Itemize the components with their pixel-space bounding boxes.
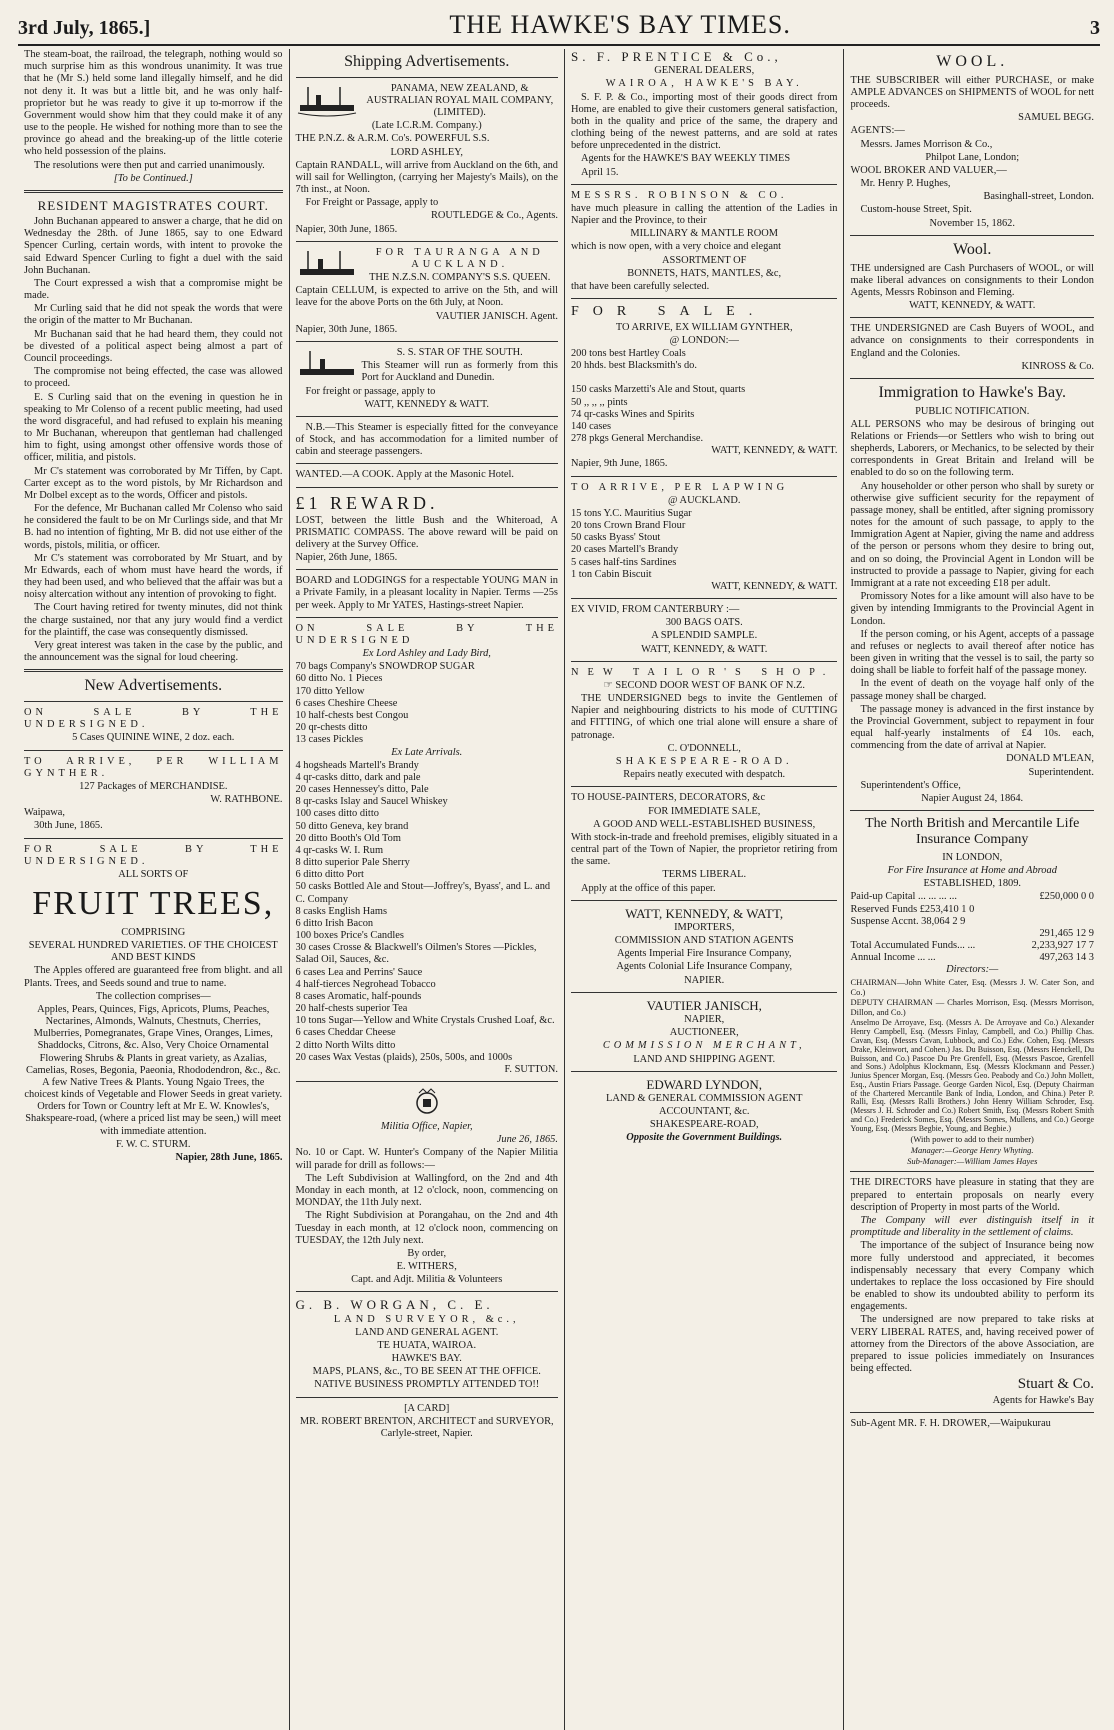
ad-line: For freight or passage, apply to — [305, 385, 436, 397]
ad-line: Sub-Agent MR. F. H. DROWER,—Waipukurau — [850, 1417, 1051, 1429]
ad-line: 5 Cases QUININE WINE, 2 doz. each. — [72, 732, 235, 744]
court-paragraph: Mr C's statement was corroborated by Mr Tiffen, by Capt. Carter except as to the word pistols, by Mr Richardson and Mr Dolbel except as to the words, Officer and pistols. — [24, 465, 283, 501]
ad-date: April 15. — [580, 166, 619, 178]
ad-line: LAND & GENERAL COMMISSION AGENT — [605, 1092, 803, 1104]
steamship-icon — [296, 349, 358, 383]
ad-title: NEW TAILOR'S SHOP. — [570, 666, 835, 678]
list-item: 20 cases Martell's Brandy — [570, 544, 679, 556]
fruit-trees-heading: FRUIT TREES, — [32, 885, 275, 923]
ad-line: SHAKESPEARE-ROAD, — [649, 1119, 759, 1131]
ad-subtitle: ALL SORTS OF — [118, 868, 189, 880]
ad-title: TO HOUSE-PAINTERS, DECORATORS, &c — [570, 792, 766, 804]
new-advertisements-heading: New Advertisements. — [84, 677, 223, 695]
ad-line: WOOL BROKER AND VALUER,— — [850, 164, 1007, 176]
ship-name: LORD ASHLEY, — [390, 146, 464, 158]
ad-line: @ AUCKLAND. — [667, 494, 741, 506]
court-paragraph: Mr Curling said that he did not speak the words that were the origin of the matter to Mr Buchanan. — [24, 303, 283, 327]
ad-title: ON SALE BY THE UNDERSIGNED — [295, 622, 558, 646]
court-heading: RESIDENT MAGISTRATES COURT. — [37, 197, 269, 213]
ad-line: THE N.Z.S.N. COMPANY'S S.S. QUEEN. — [369, 272, 551, 284]
ad-subtitle: Ex Lord Ashley and Lady Bird, — [362, 648, 491, 660]
ad-line: (Late I.C.R.M. Company.) — [371, 120, 482, 132]
list-item: 13 cases Pickles — [295, 734, 364, 746]
ad-signature: WATT, KENNEDY, & WATT. — [641, 643, 768, 655]
court-paragraph: John Buchanan appeared to answer a charge, that he did on Wednesday the 28th. of June 1865, say to one Edward Spencer Curling, certain words, with intent to provoke the said Edward Spencer Curling to fight a duel with the said John Buchanan. — [24, 216, 283, 276]
list-item: 8 cases Aromatic, half-pounds — [295, 990, 422, 1002]
list-item: 6 cases Cheshire Cheese — [295, 697, 398, 709]
ad-date: Napier August 24, 1864. — [921, 792, 1024, 804]
ad-signature: VAUTIER JANISCH. Agent. — [435, 310, 558, 322]
wool-heading: Wool. — [953, 240, 992, 258]
ad-line: COMMISSION AND STATION AGENTS — [614, 935, 794, 947]
ad-line: NATIVE BUSINESS PROMPTLY ATTENDED TO!! — [314, 1379, 540, 1391]
ad-subtitle: PUBLIC NOTIFICATION. — [915, 405, 1030, 417]
row-label: Paid-up Capital ... ... ... ... — [850, 891, 957, 903]
ad-line: ASSORTMENT OF — [662, 254, 747, 266]
ad-paragraph: THE undersigned are Cash Purchasers of WOOL, or will make liberal advances on consignments to their London Agents, Messrs Robinson and Fleming. — [850, 262, 1094, 298]
list-item: 100 boxes Price's Candles — [295, 930, 404, 942]
row-label: Suspense Accnt. 38,064 2 9 — [850, 915, 966, 927]
court-paragraph: Mr C's statement was corroborated by Mr Stuart, and by Mr Edwards, each of whom must have heard the words, if they had been used, and who believed that the affair was but a noisy altercation without any intention of provoking to fight. — [24, 552, 283, 601]
ad-title: S. F. PRENTICE & Co., — [570, 49, 782, 64]
ad-line: By order, — [407, 1247, 447, 1259]
ad-title: TO ARRIVE, PER WILLIAM GYNTHER. — [24, 755, 283, 779]
ad-paragraph: No. 10 or Capt. W. Hunter's Company of the Napier Militia will parade for drill as follows:— — [295, 1147, 558, 1171]
row-label: Reserved Funds £253,410 1 0 — [850, 903, 975, 915]
table-row — [850, 916, 1094, 928]
list-item: 4 qr-casks ditto, dark and pale — [295, 771, 421, 783]
ad-line: Mr. Henry P. Hughes, — [860, 178, 951, 190]
shipping-heading: Shipping Advertisements. — [344, 53, 510, 70]
ad-paragraph: Captain CELLUM, is expected to arrive on the 5th, and will leave for the above Ports on the 6th July, at Noon. — [295, 285, 558, 309]
ad-line: LAND SURVEYOR, &c., — [333, 1313, 520, 1325]
ad-line: ACCOUNTANT, &c. — [658, 1106, 750, 1118]
ad-line: that have been carefully selected. — [570, 280, 710, 292]
column-4 — [844, 49, 1100, 1730]
list-item: 20 cases Hennessey's ditto, Pale — [295, 784, 429, 796]
ad-line: Agents Colonial Life Insurance Company, — [616, 961, 793, 973]
list-item: 5 cases half-tins Sardines — [570, 556, 677, 568]
ad-line: Philpot Lane, London; — [925, 151, 1020, 163]
ad-line: THE P.N.Z. & A.R.M. Co's. POWERFUL S.S. — [295, 133, 490, 145]
ad-line: BONNETS, HATS, MANTLES, &c, — [627, 267, 782, 279]
ad-paragraph: The undersigned are now prepared to take risks at VERY LIBERAL RATES, and, having received power of attorney from the Directors of the above Association, are prepared to issue policies immediately on Insurances being effected. — [850, 1314, 1094, 1375]
ad-paragraph: This Steamer will run as formerly from this Port for Auckland and Dunedin. — [361, 360, 558, 384]
goods-list — [296, 760, 558, 1064]
ad-line: GENERAL DEALERS, — [654, 65, 755, 77]
ad-paragraph: BOARD and LODGINGS for a respectable YOUNG MAN in a Private Family, in a pleasant locality in Napier. Terms —25s per week. Apply to Mr YATES, Hastings-street Napier. — [295, 575, 558, 611]
ad-paragraph: LOST, between the little Bush and the Whiteroad, A PRISMATIC COMPASS. The above reward will be paid on delivery at the Survey Office. — [295, 514, 558, 550]
court-paragraph: E. S Curling said that on the evening in question he in speaking to Mr Colenso of a recent public meeting, had used the word disgraceful, and had refused to explain his meaning to Mr Buchanan, whereupon that gentleman had challenged him to fight, using amongst other offensive words those of officer, militia, and pistols. — [24, 391, 283, 464]
ad-signature: C. O'DONNELL, — [667, 742, 741, 754]
ad-line: A SPLENDID SAMPLE. — [651, 630, 758, 642]
meeting-paragraph: The resolutions were then put and carried unanimously. — [34, 159, 265, 171]
ad-title: PANAMA, NEW ZEALAND, & AUSTRALIAN ROYAL MAIL COMPANY, (LIMITED). — [366, 82, 554, 119]
row-value: 2,233,927 17 7 — [1031, 940, 1094, 952]
ad-line: 127 Packages of MERCHANDISE. — [79, 780, 228, 792]
ad-title: EDWARD LYNDON, — [646, 1076, 763, 1092]
ad-line: AUCTIONEER, — [669, 1027, 739, 1039]
masthead — [18, 10, 1100, 46]
ad-date: 30th June, 1865. — [34, 820, 103, 832]
ad-subtitle — [571, 680, 837, 692]
list-item: 170 ditto Yellow — [295, 685, 365, 697]
court-paragraph: For the defence, Mr Buchanan called Mr Colenso who said he considered the fault to be on Mr Curlings side, and that Mr B. had no intention of fighting, Mr B. did not use either of the words, pistols, militia, or officer. — [24, 503, 283, 551]
ad-line: NAPIER, — [684, 1013, 725, 1025]
list-item: 6 ditto ditto Port — [295, 869, 364, 881]
ad-line: Capt. and Adjt. Militia & Volunteers — [351, 1274, 503, 1286]
ad-line: LAND AND SHIPPING AGENT. — [633, 1053, 776, 1065]
ad-paragraph: The Apples offered are guaranteed free from blight. and all Plants. Trees, and Seeds sound and true to name. — [24, 965, 283, 989]
ad-signature: KINROSS & Co. — [1021, 360, 1094, 372]
wool-heading: WOOL. — [936, 53, 1009, 70]
ad-signature: ROUTLEDGE & Co., Agents. — [430, 210, 558, 222]
column-3 — [565, 49, 844, 1730]
list-item: 50 ditto Geneva, key brand — [295, 820, 409, 832]
list-item: 20 qr-chests ditto — [295, 722, 368, 734]
list-item: 200 tons best Hartley Coals — [570, 347, 686, 359]
list-item: 20 tons Crown Brand Flour — [570, 520, 686, 532]
ad-signature: SAMUEL BEGG. — [1018, 112, 1094, 124]
ad-subtitle-text: SECOND DOOR WEST OF BANK OF N.Z. — [615, 679, 805, 691]
list-item: 50 casks Bottled Ale and Stout—Joffrey's, Byass', and L. and C. Company — [295, 881, 551, 905]
ad-paragraph: The importance of the subject of Insurance being now more fully understood and appreciated, it becomes indispensably necessary that every Company which undertakes to replace the loss occasioned by Fire should be enabled to show its undoubted ability to perform its engagements. — [850, 1240, 1094, 1313]
list-item: 74 qr-casks Wines and Spirits — [570, 408, 695, 420]
list-item: 4 qr-casks W. I. Rum — [295, 844, 384, 856]
ad-line: Superintendent's Office, — [860, 779, 961, 791]
ad-date: Napier, 30th June, 1865. — [295, 323, 398, 335]
ad-title: G. B. WORGAN, C. E. — [295, 1297, 494, 1313]
ad-signature: DONALD M'LEAN, — [1006, 753, 1094, 765]
list-item: 50 casks Byass' Stout — [570, 532, 661, 544]
ad-line: Agents for Hawke's Bay — [992, 1394, 1094, 1406]
ad-title: ON SALE BY THE UNDERSIGNED. — [24, 707, 283, 731]
ad-paragraph: N.B.—This Steamer is especially fitted for the conveyance of Stock, and has accommodation for a limited number of cabin and steerage passengers. — [295, 421, 558, 458]
ad-line: IMPORTERS, — [674, 921, 735, 933]
ad-signature: Stuart & Co. — [1017, 1376, 1094, 1393]
ad-title: S. S. STAR OF THE SOUTH. — [396, 346, 523, 358]
ad-title: WATT, KENNEDY, & WATT, — [625, 905, 784, 921]
list-item: 10 half-chests best Congou — [295, 709, 409, 721]
ad-date: Napier, 9th June, 1865. — [570, 458, 668, 470]
row-value: 291,465 12 9 — [1039, 927, 1094, 939]
list-item: 50 ,, ,, ,, pints — [570, 396, 628, 408]
ad-line: Agents Imperial Fire Insurance Company, — [616, 948, 792, 960]
row-label: Annual Income ... ... — [850, 952, 936, 964]
list-item: 6 ditto Irish Bacon — [295, 917, 374, 929]
ad-line: Agents for the HAWKE'S BAY WEEKLY TIMES — [580, 153, 791, 165]
ad-line: For Freight or Passage, apply to — [305, 197, 439, 209]
table-row — [850, 952, 1094, 964]
ad-line: CHAIRMAN—John White Cater, Esq. (Messrs J. W. Cater Son, and Co.) — [850, 976, 1094, 997]
ad-paragraph: The Right Subdivision at Porangahau, on the 2nd and 4th Tuesday in each month, at 12 o'clock noon, commencing on TUESDAY, the 12th July next. — [295, 1210, 558, 1246]
immigration-heading: Immigration to Hawke's Bay. — [878, 383, 1067, 401]
ad-paragraph: Promissory Notes for a like amount will also have to be given by intending Immigrants to the Provincial Agent in London. — [850, 591, 1094, 627]
ad-line: Directors:— — [946, 964, 999, 976]
list-item: 100 cases ditto ditto — [295, 808, 379, 820]
ad-signature: W. RATHBONE. — [210, 794, 283, 806]
ad-line: WAIROA, HAWKE'S BAY. — [605, 78, 803, 90]
ad-line: Apply at the office of this paper. — [580, 882, 716, 894]
ad-date: Napier, 30th June, 1865. — [295, 223, 398, 235]
ad-date: June 26, 1865. — [496, 1134, 558, 1146]
list-item: 70 bags Company's SNOWDROP SUGAR — [295, 661, 475, 673]
ad-title: FOR SALE. — [570, 304, 767, 320]
ad-line: ESTABLISHED, 1809. — [923, 878, 1022, 890]
ad-line: TERMS LIBERAL. — [662, 869, 747, 881]
list-item: 8 qr-casks Islay and Saucel Whiskey — [295, 796, 448, 808]
ad-title: VAUTIER JANISCH, — [646, 997, 762, 1013]
ad-date: Napier, 28th June, 1865. — [175, 1151, 283, 1163]
ad-signature: WATT, KENNEDY, & WATT. — [711, 445, 838, 457]
ad-paragraph: If the person coming, or his Agent, accepts of a passage and refuses or neglects to avail thereof after notice has been given in writing that the vessel is to sail, the party so doing shall be liable to forfeit half of the passage money. — [850, 628, 1094, 677]
table-row — [850, 940, 1094, 952]
ad-line: TE HUATA, WAIROA. — [377, 1339, 477, 1351]
ad-paragraph: WANTED.—A COOK. Apply at the Masonic Hotel. — [295, 469, 514, 481]
steamship-icon — [296, 85, 358, 119]
list-item: 8 ditto superior Pale Sherry — [295, 857, 410, 869]
ad-line: Manager:—George Henry Whyting. — [910, 1144, 1034, 1155]
list-item: 4 half-tierces Negrohead Tobacco — [295, 978, 436, 990]
column-2 — [290, 49, 565, 1730]
court-paragraph: Very great interest was taken in the case by the public, and the announcement was the signal for loud cheering. — [24, 639, 283, 664]
ad-place: Waipawa, — [24, 807, 65, 819]
table-row — [850, 904, 1094, 916]
list-item: 2 ditto North Wilts ditto — [295, 1039, 396, 1051]
ad-paragraph: THE SUBSCRIBER will either PURCHASE, or make AMPLE ADVANCES on SHIPMENTS of WOOL for nett proceeds. — [850, 74, 1094, 111]
goods-list — [571, 508, 837, 581]
row-value: 497,263 14 3 — [1039, 952, 1094, 964]
ad-paragraph: In the event of death on the voyage half only of the passage money shall be charged. — [850, 678, 1094, 702]
ad-line: FOR IMMEDIATE SALE, — [648, 805, 761, 817]
pointing-hand-icon: ☞ — [603, 679, 616, 691]
goods-list — [571, 348, 837, 445]
ad-line: MAPS, PLANS, &c., TO BE SEEN AT THE OFFICE. — [312, 1366, 541, 1378]
ad-line: SHAKESPEARE-ROAD. — [615, 756, 793, 767]
ad-date: November 15, 1862. — [929, 217, 1015, 229]
row-label: Total Accumulated Funds... ... — [850, 940, 976, 952]
ad-title: EX VIVID, FROM CANTERBURY :— — [570, 604, 740, 616]
ad-paragraph: Captain RANDALL, will arrive from Auckland on the 6th, and will sail for Wellington, (carrying her Majesty's Mails), on the 7th inst., at Noon. — [295, 159, 558, 196]
list-item: 20 hhds. best Blacksmith's do. — [570, 360, 697, 372]
column-1 — [18, 49, 290, 1730]
ad-line: @ LONDON:— — [669, 334, 739, 346]
ad-title: £1 REWARD. — [295, 492, 439, 513]
militia-office: Militia Office, Napier, — [380, 1121, 473, 1133]
ad-paragraph: which is now open, with a very choice and elegant — [570, 241, 782, 253]
list-item: 60 ditto No. 1 Pieces — [295, 673, 383, 685]
list-item: 140 cases — [570, 420, 612, 432]
list-item: 20 half-chests superior Tea — [295, 1003, 408, 1015]
list-item: 150 casks Marzetti's Ale and Stout, quarts — [570, 384, 746, 396]
list-item: 278 pkgs General Merchandise. — [570, 433, 704, 445]
ad-subtitle: COMPRISING — [121, 926, 186, 938]
ad-title: FOR TAURANGA AND AUCKLAND. — [375, 246, 544, 270]
court-paragraph: The Court having retired for twenty minutes, did not think the charge sustained, nor that any jury would find a verdict for the plaintiff, the case was consequently dismissed. — [24, 602, 283, 638]
list-item: 8 casks English Hams — [295, 905, 387, 917]
newspaper-title: THE HAWKE'S BAY TIMES. — [449, 10, 791, 39]
ad-paragraph: The Left Subdivision at Wallingford, on the 2nd and 4th Monday in each month, at 12 o'clock, noon, commencing on MONDAY, the 11th July next. — [295, 1172, 558, 1209]
ad-line: DEPUTY CHAIRMAN — Charles Morrison, Esq. (Messrs Morrison, Dillon, and Co.) — [850, 997, 1094, 1018]
table-row — [850, 891, 1094, 903]
ad-signature: WATT, KENNEDY, & WATT. — [909, 300, 1036, 312]
ad-line: IN LONDON, — [942, 851, 1003, 863]
ad-subtitle: Ex Late Arrivals. — [391, 746, 463, 758]
ad-line: COMMISSION MERCHANT, — [602, 1040, 806, 1052]
financial-table — [850, 891, 1094, 964]
list-item: 15 tons Y.C. Mauritius Sugar — [570, 507, 692, 519]
ad-paragraph: have much pleasure in calling the attention of the Ladies in Napier and the Province, to their — [570, 202, 838, 227]
meeting-paragraph: The steam-boat, the railroad, the telegraph, nothing would so much surprise him as this wondrous unanimity. It was true that he (Mr S.) held some land illegally himself, and he did not deny it. It was but a little bit, and he was only half-proprietor but he was ready to give it up to-morrow if the Government would show him that they could make it of any use to the people. He wished for nothing more than to see the province go ahead and the breaking-up of the little coterie who held possession of the plains. — [24, 49, 283, 158]
ad-line: Custom-house Street, Spit. — [860, 204, 972, 216]
ad-signature: WATT, KENNEDY, & WATT. — [711, 580, 838, 592]
list-item: 6 cases Lea and Perrins' Sauce — [295, 966, 423, 978]
list-item: 30 cases Crosse & Blackwell's Oilmen's Stores —Pickles, Salad Oil, Sauces, &c. — [295, 942, 537, 966]
ad-title: TO ARRIVE, PER LAPWING — [570, 481, 789, 493]
ad-paragraph: The passage money is advanced in the first instance by the Provincial Government, subject to repayment in four equal half-yearly instalments of £4 10s. each, commencing from the date of arrival at Napier. — [850, 703, 1094, 752]
ad-paragraph: The collection comprises— — [95, 990, 211, 1002]
ad-paragraph: MR. ROBERT BRENTON, ARCHITECT and SURVEYOR, Carlyle-street, Napier. — [299, 1415, 554, 1439]
ad-signature: WATT, KENNEDY & WATT. — [364, 398, 490, 410]
ad-line: Repairs neatly executed with despatch. — [623, 769, 786, 781]
ad-line: For Fire Insurance at Home and Abroad — [887, 865, 1057, 877]
ad-paragraph: Any householder or other person who shall by surety or otherwise give sufficient security for the repayment of passage money, shall be entitled, after signing promissory notes for the amount of such passage, to apply to the Immigration Agent at Napier, giving the name and address of the person or persons whom they desire to bring out, and on so doing, the Provincial Agent in London will be instructed to provide a passage to Napier, giving for each Immigrant at a rate not exceeding £18 per adult. — [850, 480, 1094, 589]
insurance-heading: The North British and Mercantile Life Insurance Company — [865, 816, 1080, 848]
list-item — [571, 372, 837, 384]
ad-subtitle: SEVERAL HUNDRED VARIETIES. OF THE CHOICEST AND BEST KINDS — [28, 940, 278, 964]
ad-line: 300 BAGS OATS. — [665, 617, 743, 629]
court-paragraph: The Court expressed a wish that a compromise might be made. — [24, 277, 283, 302]
list-item: 10 tons Sugar—Yellow and White Crystals Crushed Loaf, &c. — [295, 1015, 555, 1027]
ad-line: TO ARRIVE, EX WILLIAM GYNTHER, — [615, 321, 793, 333]
ad-date: Napier, 26th June, 1865. — [295, 552, 398, 564]
ad-signature: F. W. C. STURM. — [115, 1138, 191, 1150]
ad-paragraph: THE UNDERSIGNED begs to invite the Gentlemen of Napier and neighbouring districts to his mode of CUTTING and FITTING, of which one trial alone will ensure a share of patronage. — [570, 693, 838, 741]
goods-list — [296, 661, 558, 746]
directors-list: Anselmo De Arroyave, Esq. (Messrs A. De Arroyave and Co.) Alexander Henry Campbell, Esq. (Messrs Finlay, Campbell, and Co.) Phillip Chas. Cavan, Esq. (Messrs Cavan, Lubbock, and Co.) Edw. Cohen, Esq. (Messrs Drake, Kleinwort, and Cohen.) Jas. Du Buisson, Esq. (Messrs Henckell, Du Buisson, and Co.) Pascoe Du Pre Grenfell, Esq. (Messrs Pascoe, Grenfell and Sons.) Adolphus Klockmann, Esq. (Messrs Klockmann and Pesser.) Junius Spencer Morgan, Esq. (Messrs Geo. Peabody and Co.) John Mollett, Esq., Austin Friars Passage. George Garden Nicol, Esq. (Deputy Chairman of the Chartered Mercantile Bank of India, London, and China.) Peter P. Ralli, Esq. (Messrs Ralli Brothers.) John Henry William Schroder, Esq. (Messrs J. H. Schroder and Co.) Robert Smith, Esq. (Messrs Robert Smith and Co.) Frederick Somes, Esq. (Messrs Somes, Mullens, and Co.) George Young, Esq. (Messrs Begbie, Young, and Begbie.) — [850, 1018, 1094, 1133]
ad-line: Messrs. James Morrison & Co., — [860, 138, 993, 150]
ad-line: Sub-Manager:—William James Hayes — [907, 1155, 1038, 1166]
ad-title: MESSRS. ROBINSON & CO. — [570, 189, 788, 201]
list-item: 6 cases Cheddar Cheese — [295, 1027, 396, 1039]
court-paragraph: Mr Buchanan said that he had heard them, they could not be divested of a political aspect being almost a part of Council proceedings. — [24, 328, 283, 364]
issue-date: 3rd July, 1865.] — [18, 17, 151, 39]
royal-crest-icon — [407, 1087, 447, 1117]
ad-paragraph: Apples, Pears, Quinces, Figs, Apricots, Plums, Peaches, Nectarines, Almonds, Walnuts, Chestnuts, Cherries, Mulberries, Pomegranates, Grape Vines, Oranges, Limes, Shaddocks, Citrons, &c. Also, Very Choice Ornamental Flowering Shrubs & Plants in great variety, as Azalias, Camelias, Roses, Begonia, Paeonia, Rhododendron, &c., &c. A few Native Trees & Plants. Young Ngaio Trees, the choicest kinds of Vegetable and Flower Seeds in great variety. Orders for Town or Country left at Mr E. W. Knowles's, Shakspeare-road, (where a priced list may be seen,) will meet with immediate attention. — [24, 1003, 283, 1137]
list-item: 1 ton Cabin Biscuit — [570, 568, 652, 580]
steamship-icon — [296, 249, 358, 283]
ad-line: Basinghall-street, London. — [983, 191, 1094, 203]
ad-paragraph: THE UNDERSIGNED are Cash Buyers of WOOL, and advance on consignments to their correspondents in England and the Colonies. — [850, 323, 1094, 359]
ad-line: MILLINARY & MANTLE ROOM — [630, 228, 779, 240]
to-be-continued: [To be Continued.] — [113, 172, 193, 184]
ad-line: (With power to add to their number) — [910, 1133, 1034, 1144]
list-item: 20 ditto Booth's Old Tom — [295, 832, 401, 844]
ad-paragraph: With stock-in-trade and freehold premises, eligibly situated in a central part of the Town of Napier, the proprietor retiring from the same. — [570, 831, 838, 868]
court-paragraph: The compromise not being effected, the case was allowed to proceed. — [24, 366, 283, 390]
row-value: £250,000 0 0 — [1039, 891, 1094, 903]
ad-paragraph: THE DIRECTORS have pleasure in stating that they are prepared to entertain proposals on nearly every description of Property in most parts of the World. — [850, 1177, 1094, 1213]
ad-signature: E. WITHERS, — [396, 1261, 457, 1273]
ad-line: AGENTS:— — [850, 125, 905, 137]
ad-line: HAWKE'S BAY. — [391, 1353, 462, 1365]
card-label: [A CARD] — [404, 1402, 450, 1414]
ad-line: A GOOD AND WELL-ESTABLISHED BUSINESS, — [593, 818, 816, 830]
page-number: 3 — [1090, 17, 1100, 39]
ad-paragraph: ALL PERSONS who may be desirous of bringing out Relations or Friends—or Settlers who wish to bring out shepherds, Laborers, or Mechanics, to be selected by their correspondents in Great Britain and Ireland will be enabled to do so on the following term. — [850, 418, 1094, 479]
ad-signature: F. SUTTON. — [504, 1063, 558, 1075]
ad-paragraph: S. F. P. & Co., importing most of their goods direct from Home, are enabled to give their customers general satisfaction, both in the quality and price of the same, the drapery and clothing being of the newest patterns, and are sold at rates before unprecedented in the district. — [570, 91, 838, 152]
ad-paragraph: The Company will ever distinguish itself in it promptitude and liberality in the settlement of claims. — [850, 1215, 1094, 1239]
ad-line: NAPIER. — [684, 974, 725, 986]
ad-line: LAND AND GENERAL AGENT. — [355, 1326, 499, 1338]
ad-line: Superintendent. — [1028, 766, 1094, 778]
list-item: 20 cases Wax Vestas (plaids), 250s, 500s, and 1000s — [295, 1051, 513, 1063]
table-row — [850, 928, 1094, 940]
ad-line: Opposite the Government Buildings. — [626, 1132, 783, 1144]
list-item: 4 hogsheads Martell's Brandy — [295, 759, 419, 771]
ad-title: FOR SALE BY THE UNDERSIGNED. — [24, 843, 283, 867]
